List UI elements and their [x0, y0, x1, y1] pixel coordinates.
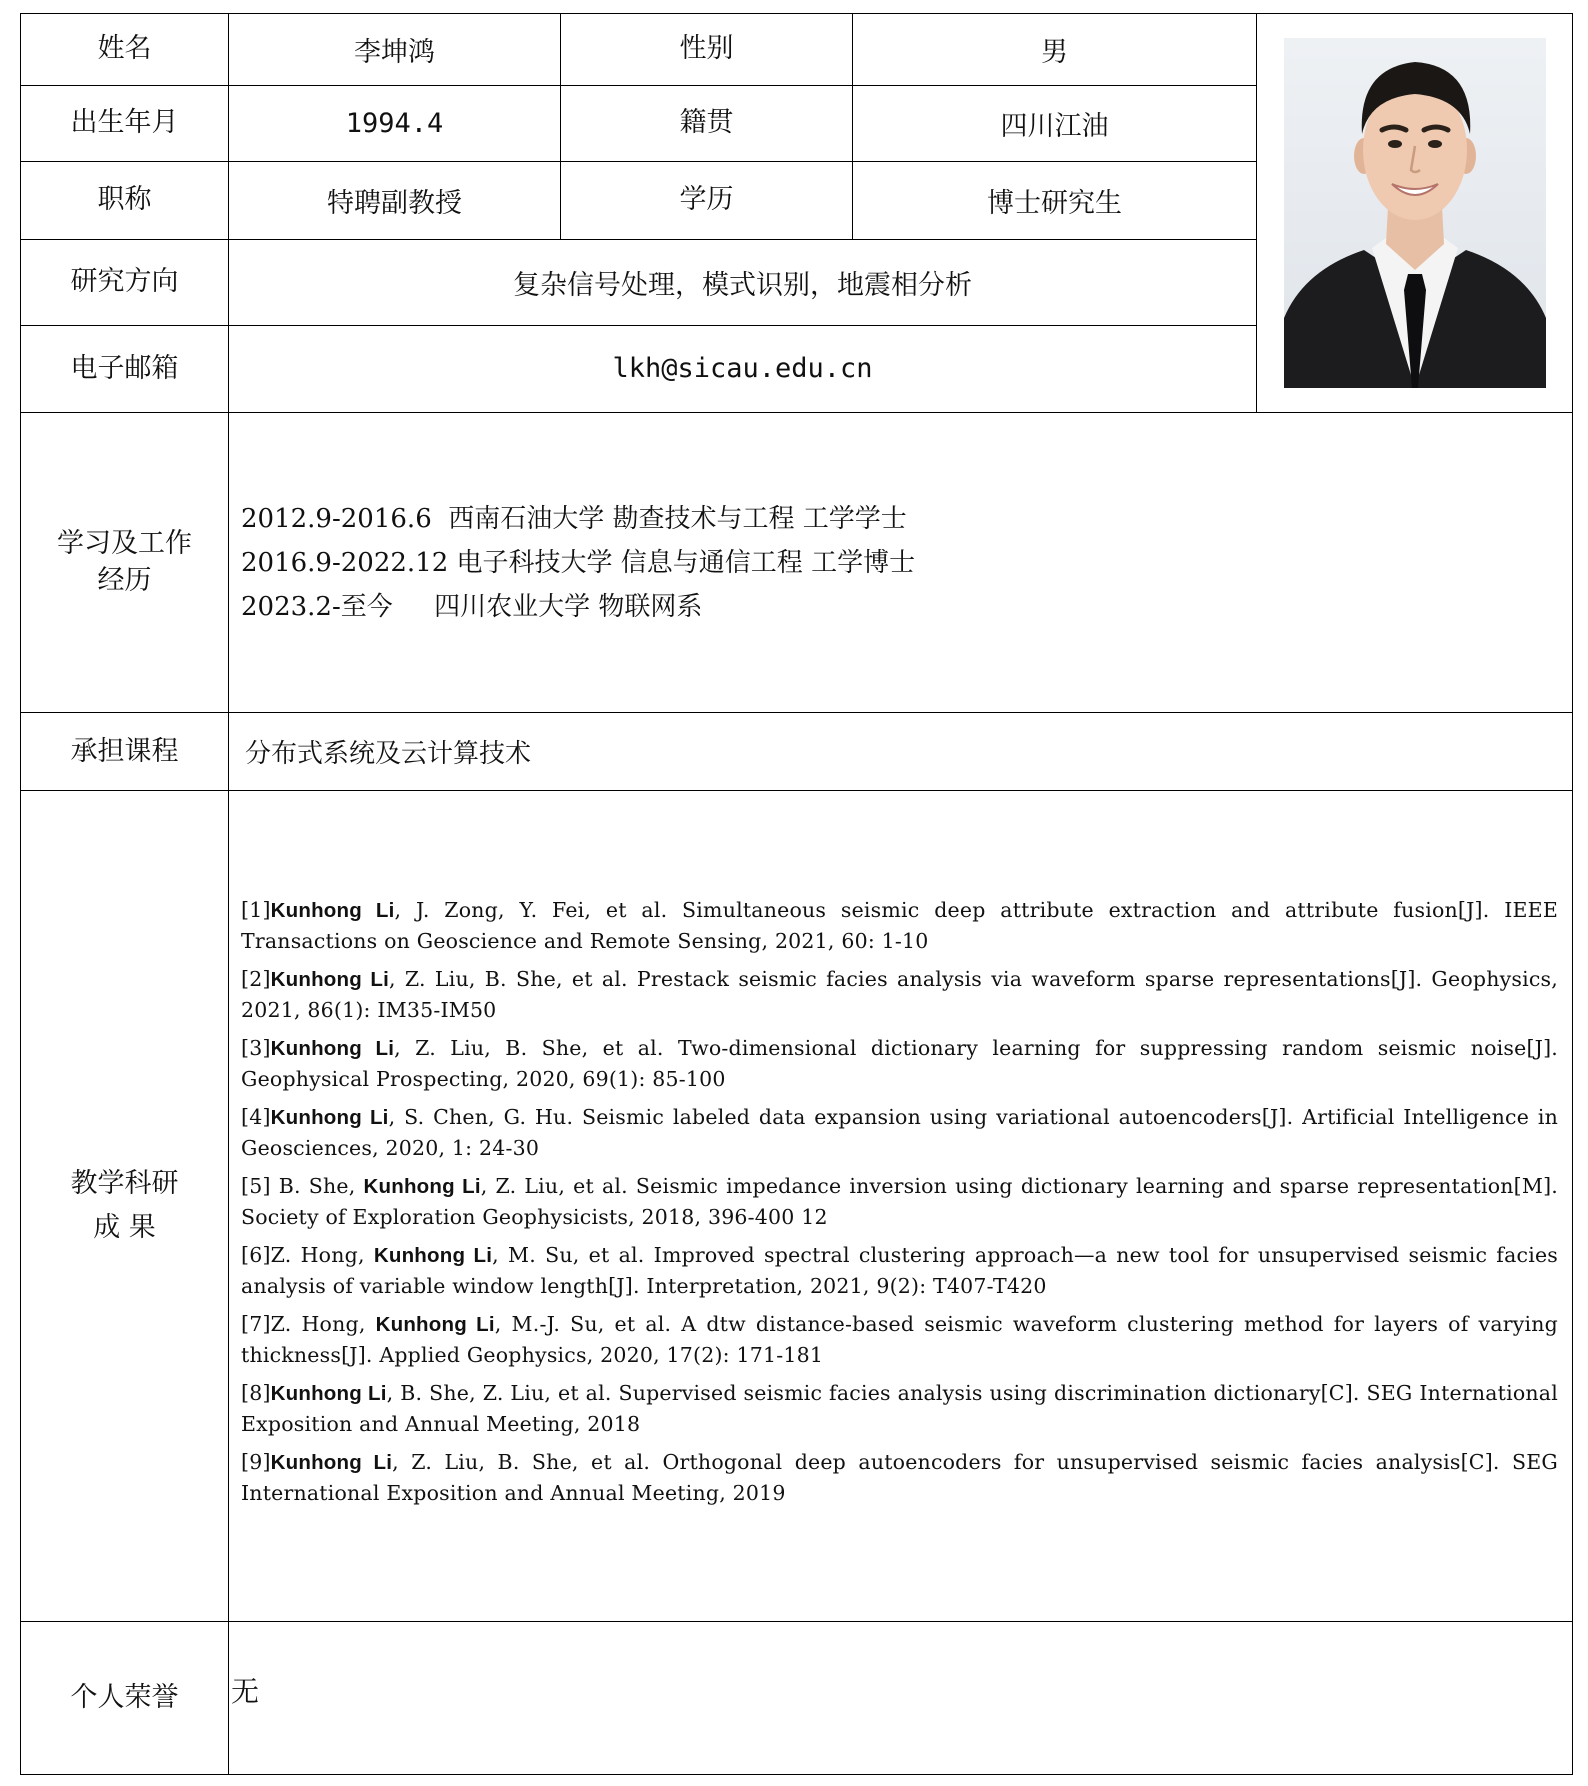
gender-label: 性别: [561, 14, 853, 86]
publication-prefix: [1]: [241, 898, 271, 923]
publication-citation: , Z. Liu, B. She, et al. Orthogonal deep autoencoders for unsupervised seismic facies analysis[C]. SEG International Exposition and Annual Meeting, 2019: [241, 1450, 1558, 1506]
publication-item: [241, 1033, 1558, 1095]
publication-citation: , B. She, Z. Liu, et al. Supervised seismic facies analysis using discrimination dictionary[C]. SEG International Exposition and Annual Meeting, 2018: [241, 1381, 1558, 1437]
birth-label: 出生年月: [21, 85, 229, 162]
publication-prefix: [7]Z. Hong,: [241, 1312, 376, 1337]
title-label: 职称: [21, 162, 229, 240]
publication-prefix: [3]: [241, 1036, 271, 1061]
email-value: lkh@sicau.edu.cn: [229, 326, 1257, 412]
honors-label: 个人荣誉: [21, 1621, 229, 1774]
publication-item: [241, 1309, 1558, 1371]
publication-citation: , M.-J. Su, et al. A dtw distance-based seismic waveform clustering method for layers of varying thickness[J]. Applied Geophysics, 2020, 17(2): 171-181: [241, 1312, 1559, 1368]
history-label-line1: 学习及工作: [57, 528, 192, 560]
publication-author-highlight: Kunhong Li: [270, 1106, 389, 1130]
history-entry: 2016.9-2022.12 电子科技大学 信息与通信工程 工学博士: [241, 547, 916, 578]
honors-value: 无: [231, 1674, 260, 1708]
portrait-photo: [1284, 38, 1546, 388]
research-output-label-line1: 教学科研: [70, 1167, 179, 1199]
native-value: 四川江油: [853, 85, 1257, 162]
publication-author-highlight: Kunhong Li: [270, 968, 389, 992]
photo-cell: [1257, 14, 1573, 413]
publication-author-highlight: Kunhong Li: [363, 1175, 481, 1199]
publication-author-highlight: Kunhong Li: [270, 899, 395, 923]
publication-citation: , M. Su, et al. Improved spectral clustering approach—a new tool for unsupervised seismic facies analysis of variable window length[J]. Interpretation, 2021, 9(2): T407-T420: [241, 1243, 1559, 1299]
history-label-line2: 经历: [97, 564, 152, 596]
publication-author-highlight: Kunhong Li: [270, 1451, 393, 1475]
publication-item: [241, 1447, 1558, 1509]
publication-citation: , Z. Liu, B. She, et al. Prestack seismic facies analysis via waveform sparse representations[J]. Geophysics, 2021, 86(1): IM35-IM50: [241, 967, 1558, 1023]
research-output-label: [21, 791, 229, 1622]
publication-item: [241, 1102, 1558, 1164]
publication-author-highlight: Kunhong Li: [373, 1244, 493, 1268]
publication-list: [229, 791, 1573, 1622]
publication-prefix: [8]: [241, 1381, 271, 1406]
publication-prefix: [2]: [241, 967, 271, 992]
email-label: 电子邮箱: [21, 326, 229, 412]
publication-citation: , J. Zong, Y. Fei, et al. Simultaneous seismic deep attribute extraction and attribute fusion[J]. IEEE Transactions on Geoscience and Remote Sensing, 2021, 60: 1-10: [241, 898, 1558, 954]
publication-item: [241, 1171, 1558, 1233]
research-value: 复杂信号处理，模式识别，地震相分析: [229, 239, 1257, 325]
name-label: 姓名: [21, 14, 229, 86]
publication-prefix: [4]: [241, 1105, 271, 1130]
native-label: 籍贯: [561, 85, 853, 162]
publication-item: [241, 1240, 1558, 1302]
research-output-label-line2: 成 果: [93, 1211, 156, 1243]
publication-author-highlight: Kunhong Li: [270, 1037, 395, 1061]
profile-table: [20, 13, 1573, 1775]
degree-value: 博士研究生: [853, 162, 1257, 240]
publication-item: [241, 964, 1558, 1026]
publication-citation: , S. Chen, G. Hu. Seismic labeled data expansion using variational autoencoders[J]. Artificial Intelligence in Geosciences, 2020, 1: 24-30: [241, 1105, 1558, 1161]
history-entry: 2023.2-至今 四川农业大学 物联网系: [241, 591, 703, 622]
publication-prefix: [5] B. She,: [241, 1174, 364, 1199]
publication-item: [241, 1378, 1558, 1440]
courses-value: 分布式系统及云计算技术: [229, 713, 1573, 791]
name-value: 李坤鸿: [229, 14, 561, 86]
title-value: 特聘副教授: [229, 162, 561, 240]
publication-citation: , Z. Liu, B. She, et al. Two-dimensional dictionary learning for suppressing random seismic noise[J]. Geophysical Prospecting, 2020, 69(1): 85-100: [241, 1036, 1558, 1092]
publication-citation: , Z. Liu, et al. Seismic impedance inversion using dictionary learning and sparse representation[M]. Society of Exploration Geophysicists, 2018, 396-400 12: [241, 1174, 1558, 1230]
publication-prefix: [9]: [241, 1450, 271, 1475]
history-entry: 2012.9-2016.6 西南石油大学 勘查技术与工程 工学学士: [241, 503, 907, 534]
history-list: [229, 412, 1573, 713]
publication-item: [241, 895, 1558, 957]
publication-prefix: [6]Z. Hong,: [241, 1243, 374, 1268]
courses-label: 承担课程: [21, 713, 229, 791]
research-label: 研究方向: [21, 239, 229, 325]
publication-author-highlight: Kunhong Li: [270, 1382, 387, 1406]
publication-author-highlight: Kunhong Li: [375, 1313, 495, 1337]
degree-label: 学历: [561, 162, 853, 240]
birth-value: 1994.4: [229, 85, 561, 162]
gender-value: 男: [853, 14, 1257, 86]
history-label: [21, 412, 229, 713]
honors-cell: [229, 1621, 1573, 1774]
